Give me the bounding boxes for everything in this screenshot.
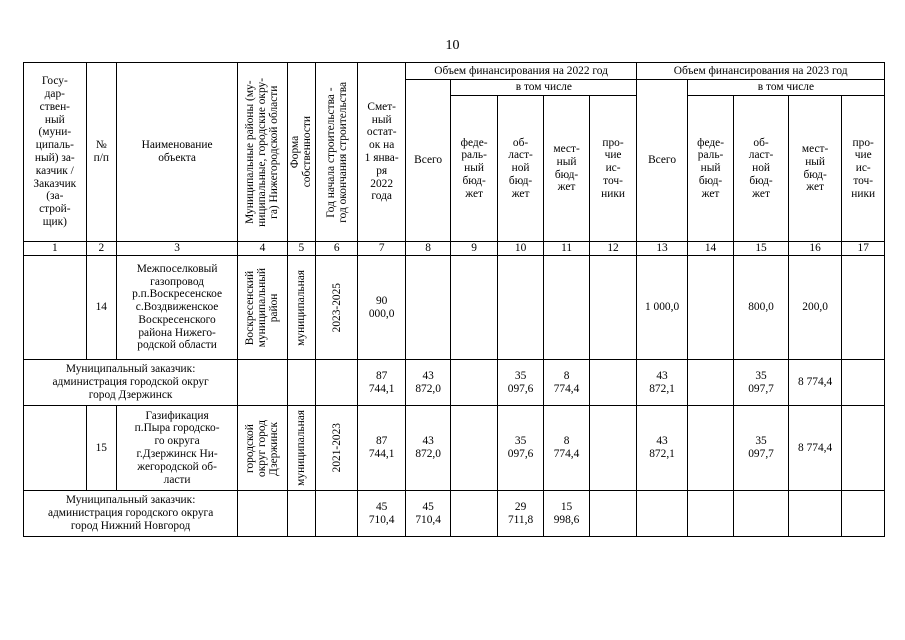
header-years: Год начала строительства - год окончания строительства bbox=[315, 63, 357, 242]
value-cell: 87 744,1 bbox=[358, 406, 405, 491]
header-name: Наименование объекта bbox=[116, 63, 237, 242]
value-cell: 200,0 bbox=[788, 256, 842, 360]
object-years: 2021-2023 bbox=[315, 406, 357, 491]
column-number: 14 bbox=[687, 242, 733, 256]
column-number: 7 bbox=[358, 242, 405, 256]
empty-cell bbox=[238, 491, 288, 537]
value-cell bbox=[842, 256, 885, 360]
value-cell bbox=[734, 491, 789, 537]
object-number: 14 bbox=[86, 256, 116, 360]
header-incl-2022: в том числе bbox=[451, 80, 637, 96]
value-cell: 15 998,6 bbox=[544, 491, 589, 537]
column-number: 17 bbox=[842, 242, 885, 256]
column-number: 3 bbox=[116, 242, 237, 256]
customer-cell-empty bbox=[24, 406, 87, 491]
object-row bbox=[24, 256, 885, 360]
value-cell bbox=[842, 491, 885, 537]
header-balance: Смет- ный остат- ок на 1 янва- ря 2022 года bbox=[358, 63, 405, 242]
column-number: 2 bbox=[86, 242, 116, 256]
column-number: 16 bbox=[788, 242, 842, 256]
object-name: Межпоселковый газопровод р.п.Воскресенское с.Воздвиженское Воскресенского района Нижего- родской области bbox=[116, 256, 237, 360]
column-number: 12 bbox=[589, 242, 637, 256]
header-incl-2023: в том числе bbox=[687, 80, 884, 96]
header-federal-2022: феде- раль- ный бюд- жет bbox=[451, 96, 497, 242]
value-cell: 43 872,1 bbox=[637, 360, 688, 406]
value-cell bbox=[405, 256, 450, 360]
header-regional-2023: об- ласт- ной бюд- жет bbox=[734, 96, 789, 242]
value-cell: 45 710,4 bbox=[358, 491, 405, 537]
empty-cell bbox=[287, 491, 315, 537]
object-ownership: муниципальная bbox=[287, 256, 315, 360]
value-cell: 8 774,4 bbox=[788, 360, 842, 406]
column-number: 4 bbox=[238, 242, 288, 256]
customer-label: Муниципальный заказчик: администрация городской округ город Дзержинск bbox=[24, 360, 238, 406]
column-number: 15 bbox=[734, 242, 789, 256]
value-cell bbox=[842, 406, 885, 491]
value-cell bbox=[544, 256, 589, 360]
header-num: № п/п bbox=[86, 63, 116, 242]
header-total-2023: Всего bbox=[637, 80, 688, 242]
value-cell bbox=[451, 491, 497, 537]
column-number: 5 bbox=[287, 242, 315, 256]
value-cell bbox=[788, 491, 842, 537]
page-number: 10 bbox=[445, 38, 460, 53]
object-number: 15 bbox=[86, 406, 116, 491]
value-cell bbox=[687, 256, 733, 360]
value-cell bbox=[451, 360, 497, 406]
value-cell: 8 774,4 bbox=[788, 406, 842, 491]
customer-label: Муниципальный заказчик: администрация городского округа город Нижний Новгород bbox=[24, 491, 238, 537]
value-cell bbox=[451, 256, 497, 360]
column-number: 13 bbox=[637, 242, 688, 256]
object-name: Газификация п.Пыра городско- го округа г.Дзержинск Ни- жегородской об- ласти bbox=[116, 406, 237, 491]
value-cell: 800,0 bbox=[734, 256, 789, 360]
value-cell: 35 097,6 bbox=[497, 360, 543, 406]
value-cell bbox=[451, 406, 497, 491]
header-customer: Госу- дар- ствен- ный (муни- ципаль- ный) за- казчик / Заказчик (за- строй- щик) bbox=[24, 63, 87, 242]
customer-row bbox=[24, 491, 885, 537]
header-ownership: Форма собственности bbox=[287, 63, 315, 242]
value-cell: 35 097,6 bbox=[497, 406, 543, 491]
value-cell: 29 711,8 bbox=[497, 491, 543, 537]
value-cell bbox=[497, 256, 543, 360]
column-number: 11 bbox=[544, 242, 589, 256]
value-cell: 45 710,4 bbox=[405, 491, 450, 537]
value-cell: 8 774,4 bbox=[544, 406, 589, 491]
value-cell bbox=[842, 360, 885, 406]
empty-cell bbox=[287, 360, 315, 406]
value-cell: 35 097,7 bbox=[734, 406, 789, 491]
header-fin-2022: Объем финансирования на 2022 год bbox=[405, 63, 636, 80]
value-cell bbox=[687, 491, 733, 537]
value-cell bbox=[687, 406, 733, 491]
object-district: Воскресенский муниципальный район bbox=[238, 256, 288, 360]
value-cell: 8 774,4 bbox=[544, 360, 589, 406]
column-number: 6 bbox=[315, 242, 357, 256]
object-district: городской округ город Дзержинск bbox=[238, 406, 288, 491]
header-local-2022: мест- ный бюд- жет bbox=[544, 96, 589, 242]
value-cell bbox=[687, 360, 733, 406]
header-local-2023: мест- ный бюд- жет bbox=[788, 96, 842, 242]
value-cell bbox=[589, 360, 637, 406]
value-cell bbox=[637, 491, 688, 537]
header-other-2022: про- чие ис- точ- ники bbox=[589, 96, 637, 242]
header-fin-2023: Объем финансирования на 2023 год bbox=[637, 63, 885, 80]
column-number: 10 bbox=[497, 242, 543, 256]
object-ownership: муниципальная bbox=[287, 406, 315, 491]
empty-cell bbox=[238, 360, 288, 406]
column-number-row bbox=[24, 242, 885, 256]
header-federal-2023: феде- раль- ный бюд- жет bbox=[687, 96, 733, 242]
value-cell bbox=[589, 491, 637, 537]
empty-cell bbox=[315, 360, 357, 406]
value-cell: 1 000,0 bbox=[637, 256, 688, 360]
header-regional-2022: об- ласт- ной бюд- жет bbox=[497, 96, 543, 242]
object-years: 2023-2025 bbox=[315, 256, 357, 360]
header-total-2022: Всего bbox=[405, 80, 450, 242]
value-cell: 43 872,0 bbox=[405, 360, 450, 406]
value-cell: 87 744,1 bbox=[358, 360, 405, 406]
column-number: 1 bbox=[24, 242, 87, 256]
column-number: 9 bbox=[451, 242, 497, 256]
column-number: 8 bbox=[405, 242, 450, 256]
value-cell: 43 872,1 bbox=[637, 406, 688, 491]
financing-table bbox=[23, 62, 885, 537]
customer-row bbox=[24, 360, 885, 406]
value-cell: 35 097,7 bbox=[734, 360, 789, 406]
header-districts: Муниципальные районы (му- ниципальные, городские окру- га) Нижегородской области bbox=[238, 63, 288, 242]
value-cell: 90 000,0 bbox=[358, 256, 405, 360]
object-row bbox=[24, 406, 885, 491]
value-cell: 43 872,0 bbox=[405, 406, 450, 491]
empty-cell bbox=[315, 491, 357, 537]
value-cell bbox=[589, 406, 637, 491]
value-cell bbox=[589, 256, 637, 360]
header-other-2023: про- чие ис- точ- ники bbox=[842, 96, 885, 242]
customer-cell-empty bbox=[24, 256, 87, 360]
